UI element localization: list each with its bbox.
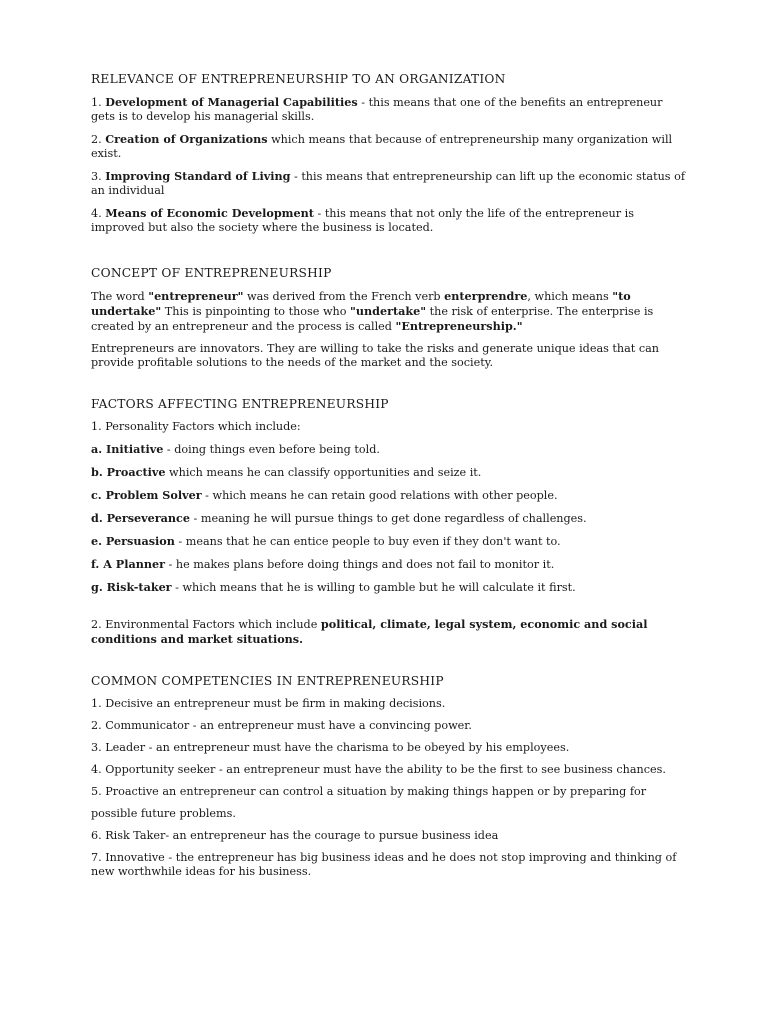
item-term: d. Perseverance	[91, 511, 190, 525]
competency-item-5-line-2: possible future problems.	[91, 807, 236, 820]
factor-item	[91, 557, 686, 572]
bold-run: "Entrepreneurship."	[395, 319, 523, 333]
document-body	[91, 71, 686, 895]
bold-run: political, climate, legal system, economic and social conditions and market situations.	[91, 617, 648, 646]
factor-item	[91, 534, 686, 549]
item-term: a. Initiative	[91, 442, 164, 456]
factor-item	[91, 488, 686, 503]
item-text: which means he can classify opportunities and seize it.	[165, 466, 482, 479]
item-text: - doing things even before being told.	[163, 443, 380, 456]
factors-intro: 1. Personality Factors which include:	[91, 420, 301, 433]
competency-item: 6. Risk Taker- an entrepreneur has the courage to pursue business idea	[91, 829, 499, 842]
text-run: the risk of enterprise. The enterprise is created by an entrepreneur and the process is called	[91, 305, 654, 333]
item-term: Improving Standard of Living	[105, 169, 291, 183]
item-term: Creation of Organizations	[105, 132, 268, 146]
relevance-section	[91, 71, 686, 235]
item-text: which means that because of entrepreneurship many organization will exist.	[91, 133, 673, 160]
item-term: f. A Planner	[91, 557, 165, 571]
text-run: The word	[91, 290, 149, 303]
item-text: - which means that he is willing to gamble but he will calculate it first.	[171, 581, 576, 594]
competency-item: 4. Opportunity seeker - an entrepreneur must have the ability to be the first to see business chances.	[91, 763, 666, 776]
concept-paragraph-1	[91, 289, 686, 334]
item-text: - this means that entrepreneurship can lift up the economic status of an individual	[91, 170, 685, 197]
competency-item: 3. Leader - an entrepreneur must have the charisma to be obeyed by his employees.	[91, 741, 570, 754]
item-term: e. Persuasion	[91, 534, 175, 548]
factors-heading: FACTORS AFFECTING ENTREPRENEURSHIP	[91, 397, 389, 411]
item-term: b. Proactive	[91, 465, 166, 479]
bold-run: "undertake"	[350, 304, 427, 318]
item-text: - meaning he will pursue things to get done regardless of challenges.	[189, 512, 587, 525]
bold-run: enterprendre	[444, 289, 528, 303]
factor-item	[91, 580, 686, 595]
text-run: , which means	[527, 290, 613, 303]
item-term: g. Risk-taker	[91, 580, 172, 594]
concept-heading: CONCEPT OF ENTREPRENEURSHIP	[91, 266, 332, 280]
bold-run: "to undertake"	[91, 289, 631, 318]
environmental-factors	[91, 617, 686, 647]
concept-paragraph-2: Entrepreneurs are innovators. They are willing to take the risks and generate unique ideas that can provide profitable solutions to the needs of the market and the society.	[91, 342, 660, 369]
competencies-section	[91, 673, 686, 879]
item-number: 1.	[91, 96, 102, 109]
factors-section	[91, 396, 686, 647]
competency-item-5-line-1: 5. Proactive an entrepreneur can control a situation by making things happen or by preparing for	[91, 785, 647, 798]
text-run: This is pinpointing to those who	[161, 305, 351, 318]
item-term: Development of Managerial Capabilities	[105, 95, 358, 109]
item-text: - this means that one of the benefits an entrepreneur gets is to develop his managerial skills.	[91, 96, 663, 123]
factor-item	[91, 442, 686, 457]
item-term: Means of Economic Development	[105, 206, 314, 220]
relevance-item	[91, 206, 686, 235]
text-run: 2. Environmental Factors which include	[91, 618, 321, 631]
relevance-item	[91, 132, 686, 161]
item-text: - means that he can entice people to buy even if they don't want to.	[174, 535, 561, 548]
factor-item	[91, 465, 686, 480]
competencies-heading: COMMON COMPETENCIES IN ENTREPRENEURSHIP	[91, 674, 444, 688]
item-number: 4.	[91, 207, 102, 220]
item-text: - which means he can retain good relations with other people.	[201, 489, 558, 502]
bold-run: "entrepreneur"	[148, 289, 244, 303]
relevance-heading: RELEVANCE OF ENTREPRENEURSHIP TO AN ORGANIZATION	[91, 72, 506, 86]
item-term: c. Problem Solver	[91, 488, 202, 502]
competency-item: 7. Innovative - the entrepreneur has big business ideas and he does not stop improving and thinking of new worthwhile ideas for his business.	[91, 851, 677, 878]
relevance-item	[91, 169, 686, 198]
item-number: 2.	[91, 133, 102, 146]
factor-item	[91, 511, 686, 526]
relevance-item	[91, 95, 686, 124]
text-run: was derived from the French verb	[243, 290, 445, 303]
competency-item: 2. Communicator - an entrepreneur must have a convincing power.	[91, 719, 472, 732]
competency-item: 1. Decisive an entrepreneur must be firm in making decisions.	[91, 697, 446, 710]
item-number: 3.	[91, 170, 102, 183]
item-text: - he makes plans before doing things and does not fail to monitor it.	[164, 558, 555, 571]
concept-section	[91, 265, 686, 370]
item-text: - this means that not only the life of the entrepreneur is improved but also the society where the business is located.	[91, 207, 634, 234]
